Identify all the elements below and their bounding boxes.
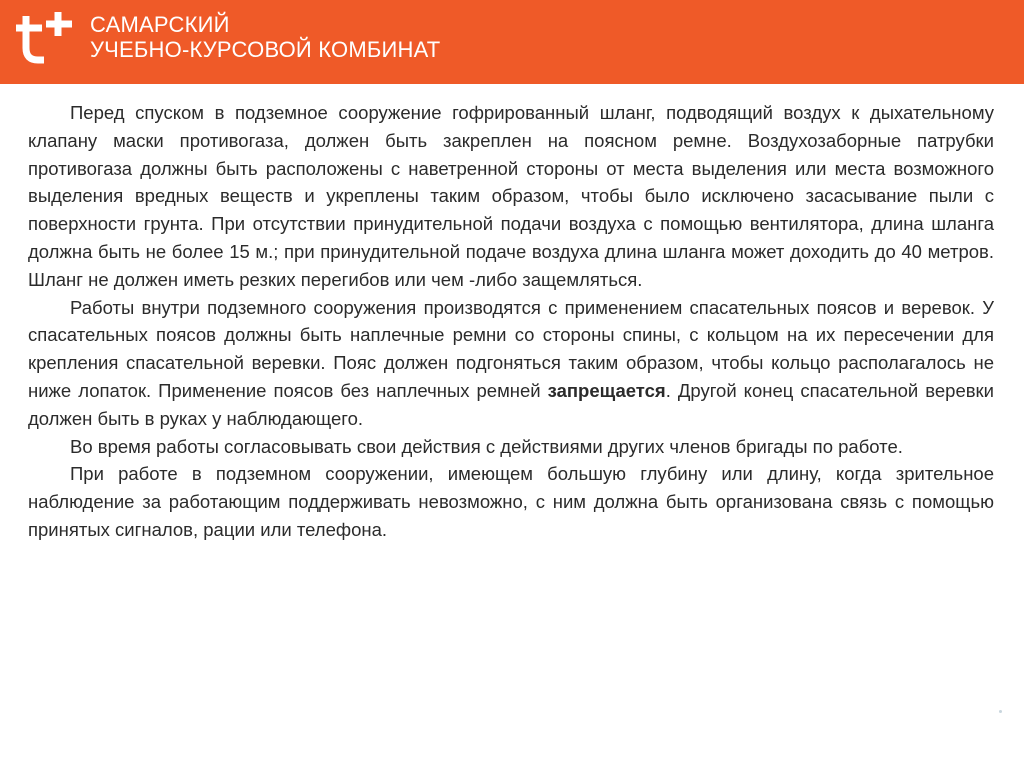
- document-text: [28, 99, 994, 544]
- header-bar: [0, 0, 1024, 84]
- brand-line-1: САМАРСКИЙ: [90, 12, 230, 37]
- paragraph-2: [28, 294, 994, 433]
- paragraph-4: При работе в подземном сооружении, имеющем большую глубину или длину, когда зрительное наблюдение за работающим поддерживать невозможно, с ним должна быть организована связь с помощью принятых сигналов, рации или телефона.: [28, 463, 994, 540]
- rostelecom-cross-icon: [14, 8, 80, 70]
- paragraph-2-emphasis: запрещается: [547, 379, 666, 401]
- paragraph-3: Во время работы согласовывать свои действия с действиями других членов бригады по работе.: [70, 435, 903, 457]
- paragraph-2-text-after: . Другой конец спасательной веревки должен быть в руках у наблюдающего.: [28, 379, 994, 429]
- paragraph-1: Перед спуском в подземное сооружение гофрированный шланг, подводящий воздух к дыхательному клапану маски противогаза, должен быть закреплен на поясном ремне. Воздухозаборные патрубки противогаза должны быть расположены с наветренной стороны от места выделения или места возможного выделения вредных веществ и укреплены таким образом, чтобы было исключено засасывание пыли с поверхности грунта. При отсутствии принудительной подачи воздуха с помощью вентилятора, длина шланга должна быть не более 15 м.; при принудительной подаче воздуха длина шланга может доходить до 40 метров. Шланг не должен иметь резких перегибов или чем -либо защемляться.: [28, 102, 994, 290]
- paragraph-2-text-before: Работы внутри подземного сооружения производятся с применением спасательных поясов и веревок. У спасательных поясов должны быть наплечные ремни со стороны спины, с кольцом на их пересечении для крепления спасательной веревки. Пояс должен подгоняться таким образом, чтобы кольцо располагалось не ниже лопаток. Применение поясов без наплечных ремней: [28, 296, 994, 401]
- brand-line-2: УЧЕБНО-КУРСОВОЙ КОМБИНАТ: [90, 37, 441, 62]
- slide-marker-dot: [999, 710, 1002, 713]
- brand-name: [90, 12, 440, 62]
